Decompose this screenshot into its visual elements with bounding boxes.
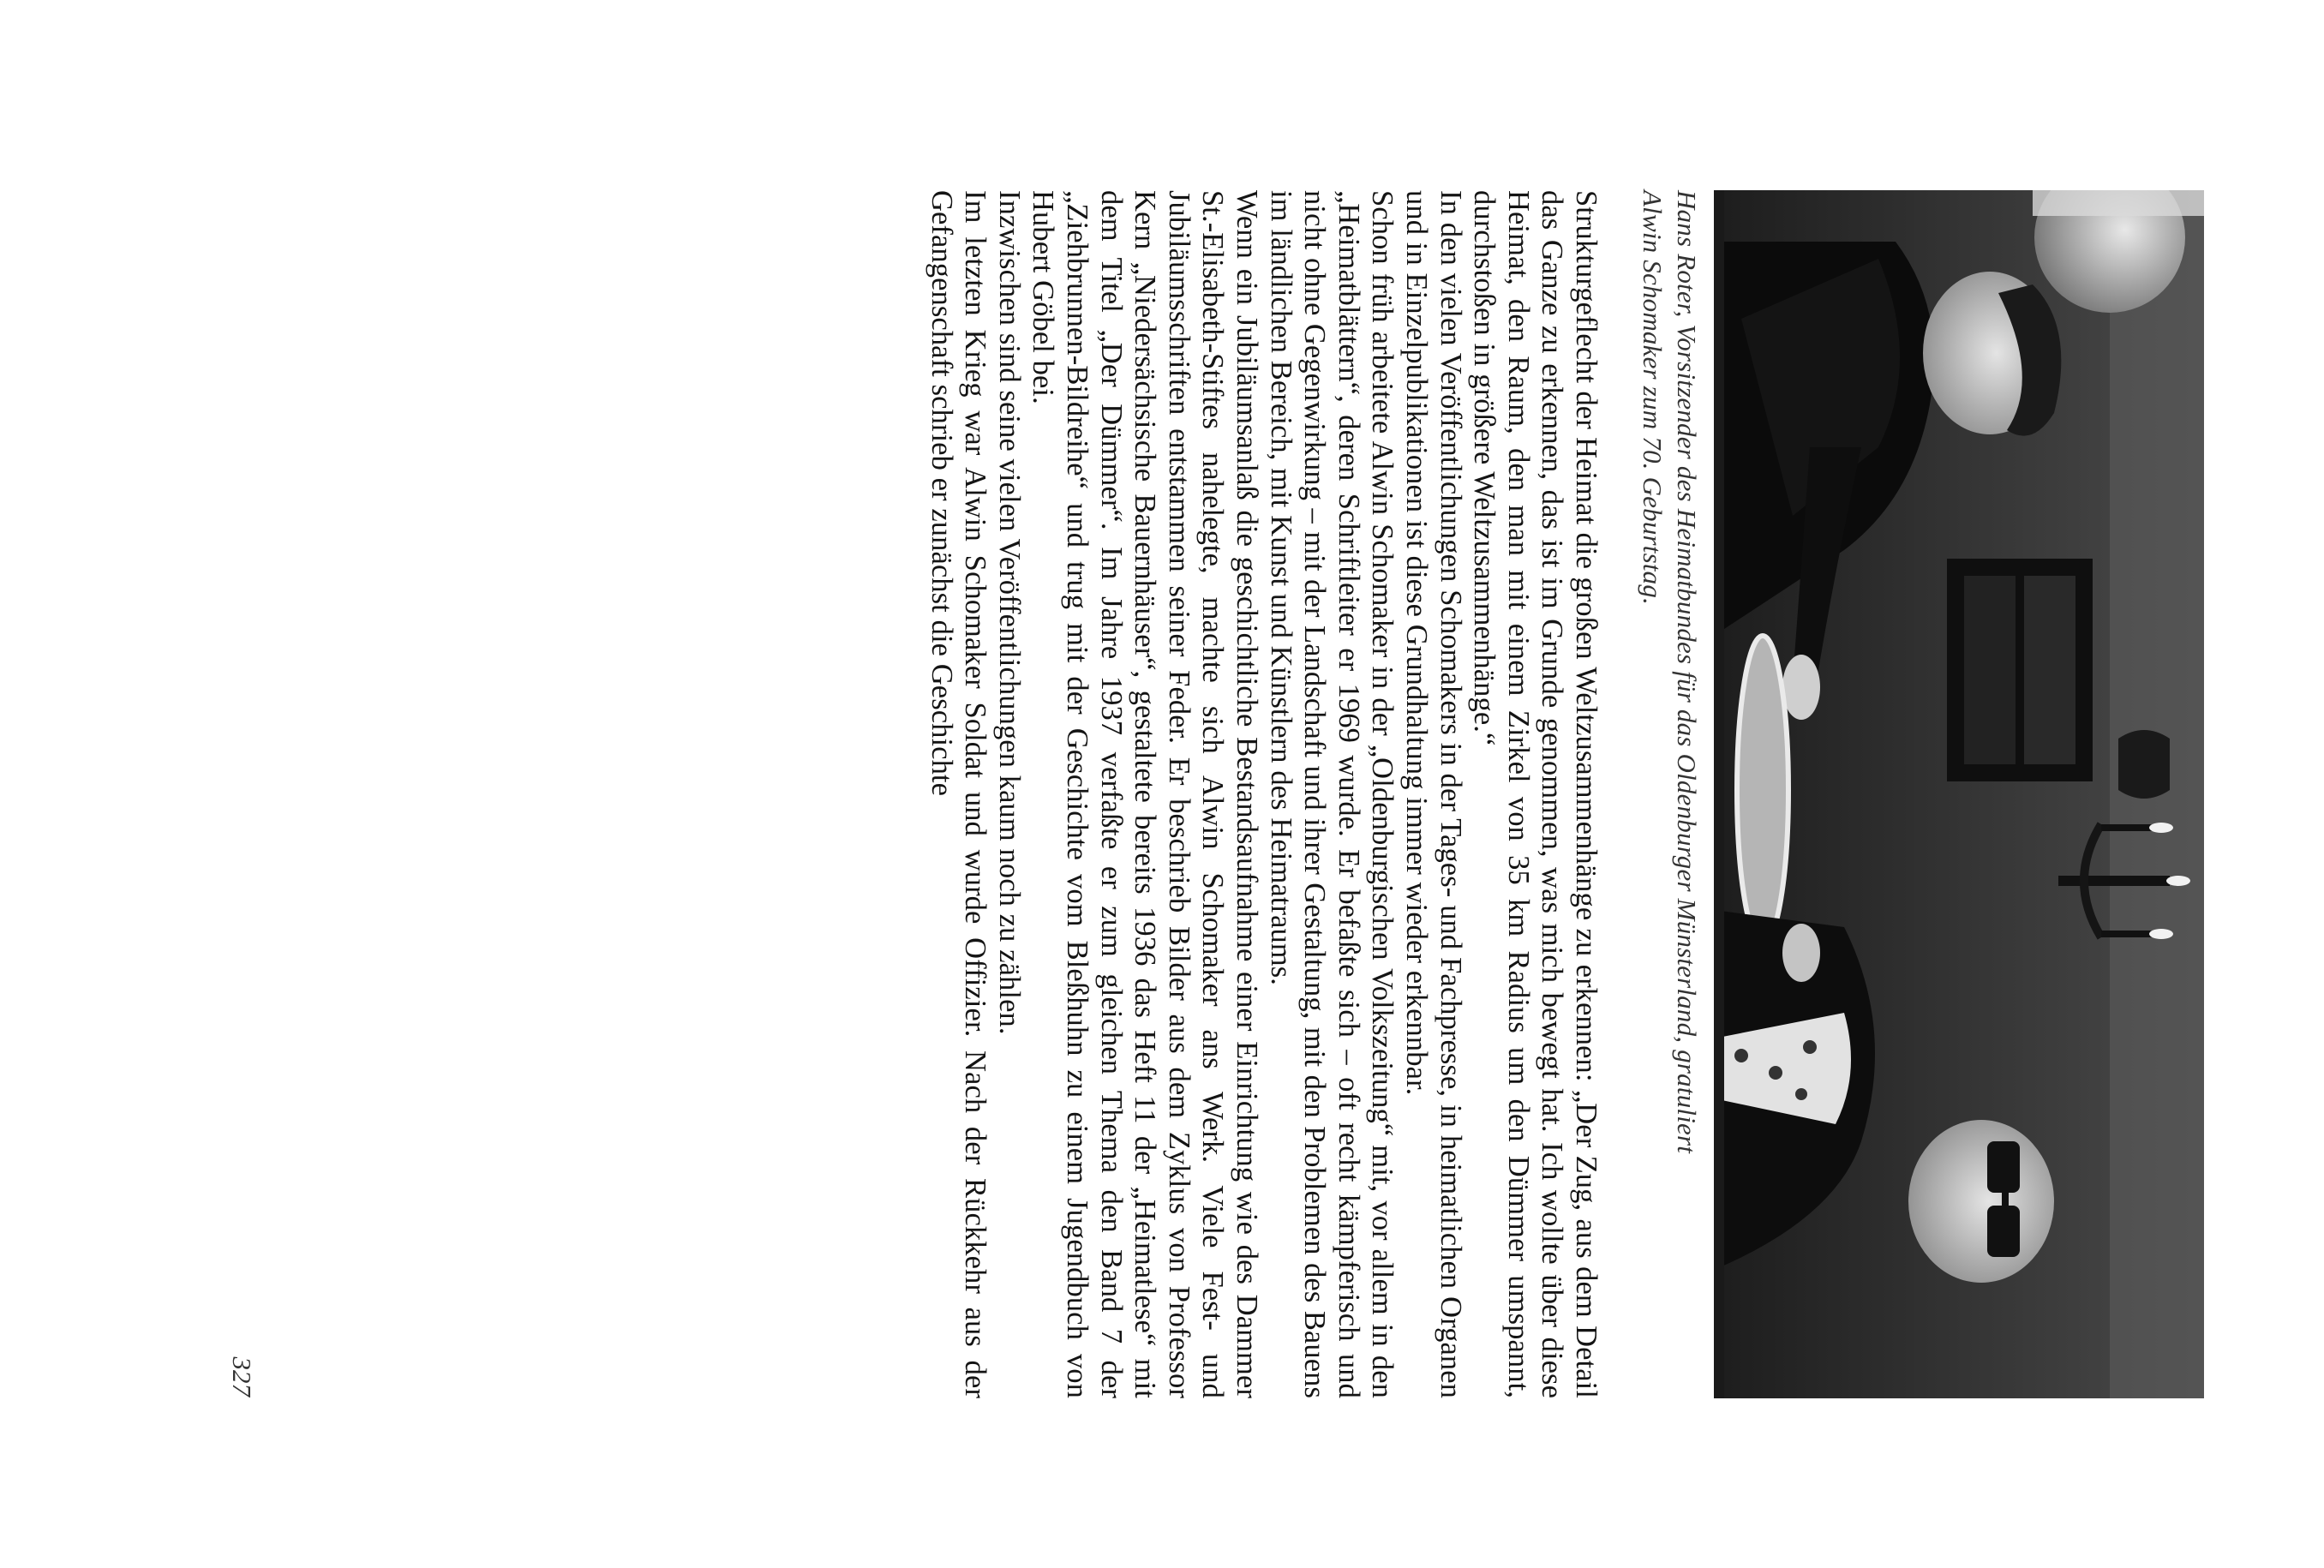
- paragraph-6: Im letzten Krieg war Alwin Schomaker Soldat und wurde Offizier. Nach der Rückkehr aus der Gefangenschaft schrieb er zunächst die Geschichte: [925, 190, 992, 1398]
- paragraph-3: Schon früh arbeitete Alwin Schomaker in der „Oldenburgischen Volkszeitung“ mit, vor allem in den „Heimatblättern“, deren Schriftleiter er 1969 wurde. Er befaßte sich – oft recht kämpferisch und nicht ohne Gegenwirkung – mit der Landschaft und ihrer Gestaltung, mit den Problemen des Bauens im ländlichen Bereich, mit Kunst und Künstlern des Heimatraums.: [1264, 190, 1399, 1398]
- photograph: [1714, 190, 2204, 1398]
- photo-caption: [1635, 190, 1704, 1398]
- caption-line-1: Hans Roter, Vorsitzender des Heimatbundes für das Oldenburger Münsterland, gratuliert: [1672, 190, 1702, 1154]
- body-text: [924, 190, 1602, 1398]
- paragraph-5: Inzwischen sind seine vielen Veröffentlichungen kaum noch zu zählen.: [992, 190, 1026, 1035]
- photograph-image: [1714, 190, 2204, 1398]
- vase: [2118, 730, 2170, 799]
- paragraph-1: Strukturgeflecht der Heimat die großen Weltzusammenhänge zu erkennen: „Der Zug, aus dem Detail das Ganze zu erkennen, das ist im Grunde genommen, was mich bewegt hat. Ich wollte über diese Heimat, den Raum, den man mit einem Zirkel von 35 km Radius um den Dümmer umspannt, durchstoßen in größere Weltzusammenhänge.“: [1468, 190, 1602, 1398]
- paragraph-4: Wenn ein Jubiläumsanlaß die geschichtliche Bestandsaufnahme einer Einrichtung wie des Dammer St.-Elisabeth-Stiftes nahelegte, machte sich Alwin Schomaker ans Werk. Viele Fest- und Jubiläumsschriften entstammen seiner Feder. Er beschrieb Bilder aus dem Zyklus von Professor Kern „Niedersächsische Bauernhäuser“, gestaltete bereits 1936 das Heft 11 der „Heimatlese“ mit dem Titel „Der Dümmer“. Im Jahre 1937 verfaßte er zum gleichen Thema den Band 7 der „Ziehbrunnen-Bildreihe“ und trug mit der Geschichte vom Bleßhuhn zu einem Jugendbuch von Hubert Göbel bei.: [1027, 190, 1264, 1398]
- paragraph-2: In den vielen Veröffentlichungen Schomakers in der Tages- und Fachpresse, in heimatlichen Organen und in Einzelpublikationen ist diese Grundhaltung immer wieder erkennbar.: [1400, 190, 1467, 1398]
- caption-line-2: Alwin Schomaker zum 70. Geburtstag.: [1638, 190, 1668, 606]
- commemorative-plate: [1737, 636, 1788, 944]
- page-number: 327: [227, 1356, 257, 1397]
